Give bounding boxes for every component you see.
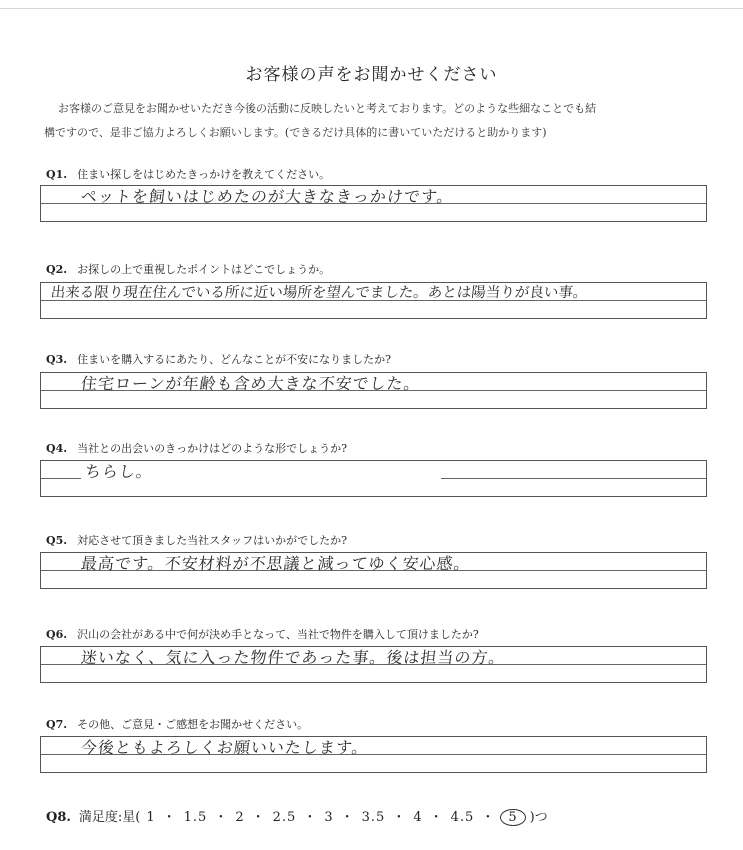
- question-text: 住まいを購入するにあたり、どんなことが不安になりましたか?: [77, 353, 391, 366]
- rating-option[interactable]: 2.5: [272, 810, 297, 825]
- top-rule: [0, 8, 743, 9]
- box-divider: [41, 478, 81, 479]
- question-5: [46, 532, 347, 548]
- handwritten-answer: 今後ともよろしくお願いいたします。: [79, 738, 370, 757]
- handwritten-answer: 住宅ローンが年齢も含め大きな不安でした。: [79, 374, 422, 393]
- intro-text: [44, 97, 704, 145]
- answer-box-7[interactable]: [40, 736, 707, 773]
- question-number: Q8.: [46, 810, 71, 825]
- answer-box-3[interactable]: [40, 372, 707, 409]
- rating-options: 1 ・ 1.5 ・ 2 ・ 2.5 ・ 3 ・ 3.5 ・ 4 ・ 4.5 ・ 5: [140, 810, 529, 825]
- box-divider-right: [441, 478, 706, 479]
- question-text: 対応させて頂きました当社スタッフはいかがでしたか?: [77, 534, 347, 547]
- satisfaction-rating: [46, 806, 548, 826]
- rating-label: 満足度:星(: [78, 810, 141, 825]
- handwritten-answer: 出来る限り現在住んでいる所に近い場所を望んでました。あとは陽当りが良い事。: [50, 285, 589, 301]
- question-number: Q2.: [46, 263, 68, 276]
- question-number: Q7.: [46, 718, 68, 731]
- rating-option[interactable]: 1.5: [183, 810, 208, 825]
- question-text: 当社との出会いのきっかけはどのような形でしょうか?: [77, 442, 347, 455]
- rating-option[interactable]: 4.5: [450, 810, 475, 825]
- question-number: Q1.: [46, 168, 68, 181]
- answer-box-1[interactable]: [40, 185, 707, 222]
- answer-box-4[interactable]: [40, 460, 707, 497]
- page-title: お客様の声をお聞かせください: [245, 65, 498, 85]
- rating-option[interactable]: 1: [146, 810, 156, 825]
- question-number: Q4.: [46, 442, 68, 455]
- question-4: [46, 440, 347, 456]
- intro-line-1: お客様のご意見をお聞かせいただき今後の活動に反映したいと考えております。どのような些細なことでも結: [58, 102, 597, 115]
- answer-box-5[interactable]: [40, 552, 707, 589]
- rating-option[interactable]: 4: [413, 810, 423, 825]
- handwritten-answer: 最高です。不安材料が不思議と減ってゆく安心感。: [79, 554, 472, 573]
- rating-suffix: )つ: [529, 810, 548, 825]
- question-2: [46, 261, 330, 277]
- question-3: [46, 351, 391, 367]
- question-text: 住まい探しをはじめたきっかけを教えてください。: [77, 168, 331, 181]
- question-text: お探しの上で重視したポイントはどこでしょうか。: [77, 263, 331, 276]
- question-number: Q3.: [46, 353, 68, 366]
- question-7: [46, 716, 308, 732]
- question-text: その他、ご意見・ご感想をお聞かせください。: [77, 718, 309, 731]
- handwritten-answer: ペットを飼いはじめたのが大きなきっかけです。: [79, 187, 455, 206]
- question-1: [46, 166, 330, 182]
- answer-box-2[interactable]: [40, 282, 707, 319]
- rating-option[interactable]: 3.5: [361, 810, 386, 825]
- question-6: [46, 626, 479, 642]
- rating-option[interactable]: 3: [324, 810, 334, 825]
- question-text: 沢山の会社がある中で何が決め手となって、当社で物件を購入して頂けましたか?: [77, 628, 479, 641]
- question-number: Q6.: [46, 628, 68, 641]
- answer-box-6[interactable]: [40, 646, 707, 683]
- handwritten-answer: 迷いなく、気に入った物件であった事。後は担当の方。: [79, 648, 507, 667]
- rating-option[interactable]: 2: [235, 810, 245, 825]
- question-number: Q5.: [46, 534, 68, 547]
- intro-line-2: 構ですので、是非ご協力よろしくお願いします。(できるだけ具体的に書いていただけると助かります): [44, 126, 547, 139]
- handwritten-answer: ちらし。: [83, 462, 154, 481]
- rating-option-selected[interactable]: 5: [500, 809, 525, 826]
